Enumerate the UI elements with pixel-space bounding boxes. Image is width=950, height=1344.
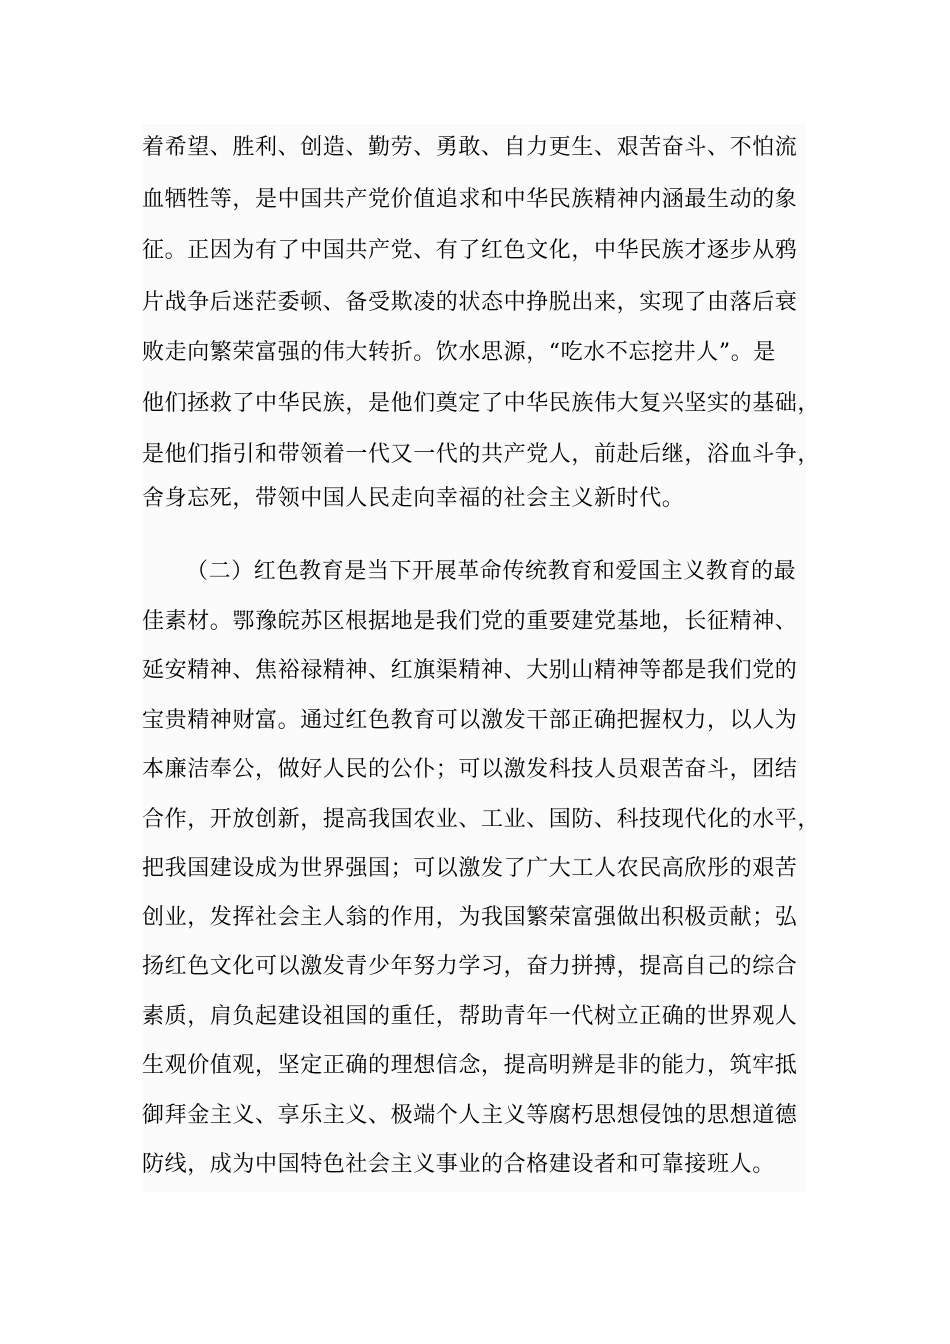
paragraph-line: 合作，开放创新，提高我国农业、工业、国防、科技现代化的水平， xyxy=(142,807,821,832)
paragraph-line: 生观价值观，坚定正确的理想信念，提高明辨是非的能力，筑牢抵 xyxy=(142,1053,798,1078)
paragraph-line: 征。正因为有了中国共产党、有了红色文化，中华民族才逐步从鸦 xyxy=(142,238,798,263)
paragraph-line: 他们拯救了中华民族，是他们奠定了中华民族伟大复兴坚实的基础， xyxy=(142,391,821,416)
paragraph-line: 扬红色文化可以激发青少年努力学习，奋力拼搏，提高自己的综合 xyxy=(142,954,798,979)
paragraph-line: 是他们指引和带领着一代又一代的共产党人，前赴后继，浴血斗争， xyxy=(142,442,821,467)
paragraph-line: 佳素材。鄂豫皖苏区根据地是我们党的重要建党基地，长征精神、 xyxy=(142,609,798,634)
paragraph-line: 创业，发挥社会主人翁的作用，为我国繁荣富强做出积极贡献；弘 xyxy=(142,905,798,930)
paragraph-line: 片战争后迷茫委顿、备受欺凌的状态中挣脱出来，实现了由落后衰 xyxy=(142,290,798,315)
paragraph-line: 舍身忘死，带领中国人民走向幸福的社会主义新时代。 xyxy=(142,486,685,511)
paragraph-line: 延安精神、焦裕禄精神、红旗渠精神、大别山精神等都是我们党的 xyxy=(142,658,798,683)
paragraph-line: 血牺牲等，是中国共产党价值追求和中华民族精神内涵最生动的象 xyxy=(142,187,798,212)
paragraph-line: 败走向繁荣富强的伟大转折。饮水思源，“吃水不忘挖井人”。是 xyxy=(142,340,776,365)
paragraph-line: 着希望、胜利、创造、勤劳、勇敢、自力更生、艰苦奋斗、不怕流 xyxy=(142,135,798,160)
document-text-block xyxy=(142,124,821,1192)
paragraph-line: （二）红色教育是当下开展革命传统教育和爱国主义教育的最 xyxy=(186,559,797,584)
paragraph-line: 本廉洁奉公，做好人民的公仆；可以激发科技人员艰苦奋斗，团结 xyxy=(142,757,798,782)
paragraph-line: 防线，成为中国特色社会主义事业的合格建设者和可靠接班人。 xyxy=(142,1152,775,1177)
paragraph-line: 宝贵精神财富。通过红色教育可以激发干部正确把握权力，以人为 xyxy=(142,708,798,733)
paragraph-line: 把我国建设成为世界强国；可以激发了广大工人农民高欣彤的艰苦 xyxy=(142,856,798,881)
paragraph-line: 素质，肩负起建设祖国的重任，帮助青年一代树立正确的世界观人 xyxy=(142,1004,798,1029)
paragraph-line: 御拜金主义、享乐主义、极端个人主义等腐朽思想侵蚀的思想道德 xyxy=(142,1103,798,1128)
